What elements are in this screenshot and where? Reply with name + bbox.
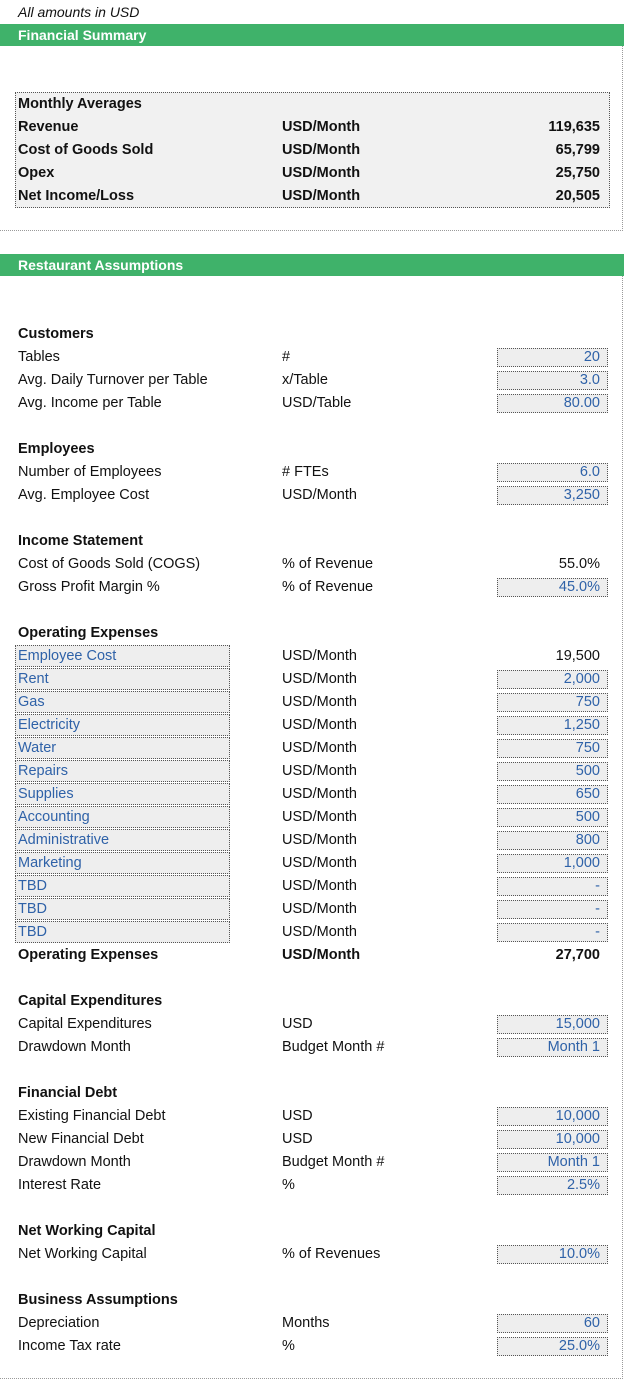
customers-heading-row [0,323,624,346]
tbd-1-input[interactable] [497,877,608,896]
opex-row-tbd-1: TBD USD/Month - [0,875,624,898]
summary-row-net-income: Net Income/Loss USD/Month 20,505 [18,188,600,204]
restaurant-assumptions-header: Restaurant Assumptions [0,254,624,276]
opex-label-cell[interactable] [15,691,230,713]
opex-row-electricity: Electricity USD/Month 1,250 [0,714,624,737]
row-capex: Capital Expenditures USD 15,000 [0,1013,624,1036]
financial-summary-header: Financial Summary [0,24,624,46]
business-assumptions-heading: Business Assumptions [18,1292,178,1308]
opex-row-rent: Rent USD/Month 2,000 [0,668,624,691]
capex-heading-row [0,990,624,1013]
opex-label-cell[interactable] [15,875,230,897]
row-number-of-employees: Number of Employees # FTEs 6.0 [0,461,624,484]
opex-row-tbd-3: TBD USD/Month - [0,921,624,944]
row-daily-turnover: Avg. Daily Turnover per Table x/Table 3.0 [0,369,624,392]
row-debt-drawdown: Drawdown Month Budget Month # Month 1 [0,1151,624,1174]
opex-row-employee-cost: Employee Cost USD/Month 19,500 [0,645,624,668]
employees-heading-row [0,438,624,461]
opex-heading: Operating Expenses [18,625,159,641]
opex-row-repairs: Repairs USD/Month 500 [0,760,624,783]
income-statement-heading-row [0,530,624,553]
row-income-tax: Income Tax rate % 25.0% [0,1335,624,1358]
financial-debt-heading-row [0,1082,624,1105]
financial-debt-heading: Financial Debt [18,1085,118,1101]
opex-row-tbd-2: TBD USD/Month - [0,898,624,921]
income-statement-heading: Income Statement [18,533,143,549]
tbd-2-input[interactable] [497,900,608,919]
opex-row-administrative: Administrative USD/Month 800 [0,829,624,852]
monthly-averages-heading: Monthly Averages [18,96,142,112]
nwc-heading-row [0,1220,624,1243]
opex-row-accounting: Accounting USD/Month 500 [0,806,624,829]
row-nwc: Net Working Capital % of Revenues 10.0% [0,1243,624,1266]
row-gross-margin: Gross Profit Margin % % of Revenue 45.0% [0,576,624,599]
row-depreciation: Depreciation Months 60 [0,1312,624,1335]
row-new-debt: New Financial Debt USD 10,000 [0,1128,624,1151]
capex-heading: Capital Expenditures [18,993,163,1009]
opex-label-cell[interactable] [15,898,230,920]
row-cogs: Cost of Goods Sold (COGS) % of Revenue 55.0% [18,556,600,572]
employees-heading: Employees [18,441,95,457]
currency-note: All amounts in USD [18,4,140,20]
opex-row-marketing: Marketing USD/Month 1,000 [0,852,624,875]
summary-row-revenue: Revenue USD/Month 119,635 [18,119,600,135]
opex-row-water: Water USD/Month 750 [0,737,624,760]
customers-heading: Customers [18,326,94,342]
row-interest-rate: Interest Rate % 2.5% [0,1174,624,1197]
opex-row-gas: Gas USD/Month 750 [0,691,624,714]
row-tables: Tables # 20 [0,346,624,369]
opex-row-supplies: Supplies USD/Month 650 [0,783,624,806]
tbd-3-input[interactable] [497,923,608,942]
monthly-averages-heading-row [0,93,624,116]
opex-heading-row [0,622,624,645]
row-capex-drawdown: Drawdown Month Budget Month # Month 1 [0,1036,624,1059]
row-avg-employee-cost: Avg. Employee Cost USD/Month 3,250 [0,484,624,507]
business-assumptions-heading-row [0,1289,624,1312]
row-existing-debt: Existing Financial Debt USD 10,000 [0,1105,624,1128]
summary-row-cogs: Cost of Goods Sold USD/Month 65,799 [18,142,600,158]
row-income-per-table: Avg. Income per Table USD/Table 80.00 [0,392,624,415]
summary-row-opex: Opex USD/Month 25,750 [18,165,600,181]
opex-total-row: Operating Expenses USD/Month 27,700 [18,947,600,963]
nwc-heading: Net Working Capital [18,1223,156,1239]
opex-label-cell[interactable] [15,921,230,943]
